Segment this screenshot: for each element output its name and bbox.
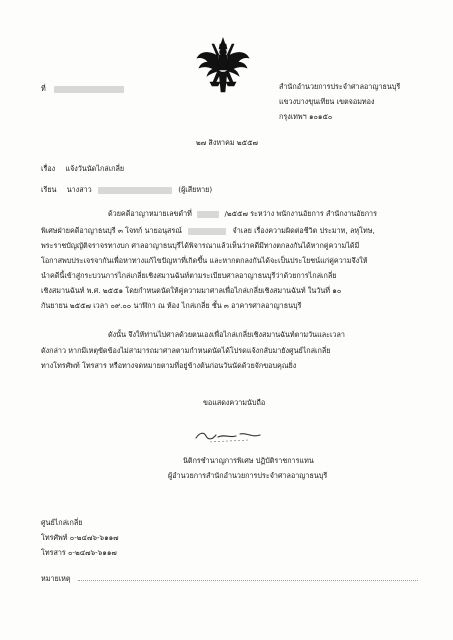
paragraph-2-line-3: ทางโทรศัพท์ โทรสาร หรือทางจดหมายตามที่อยู่ข้างต้นก่อนวันนัดด้วยจักขอบคุณยิ่ง [41, 361, 297, 370]
case-number-label: ด้วยคดีอาญาหมายเลขดำที่ [108, 209, 192, 218]
office-district: แขวงบางขุนเทียน เขตจอมทอง [279, 97, 375, 106]
contact-phone: โทรศัพท์ ๐-๒๔๗๖-๖๑๑๗ [41, 533, 119, 542]
subject-line [41, 164, 124, 174]
signer-organization: ผู้อำนวยการสำนักอำนวยการประจำศาลอาญาธนบุรี [168, 471, 328, 480]
paragraph-1-line-2 [41, 226, 375, 236]
office-city-zip: กรุงเทพฯ ๑๐๑๕๐ [279, 112, 333, 121]
charge-text: จำเลย เรื่องความผิดต่อชีวิต ประมาท, ลหุโทษ, [232, 226, 375, 235]
recipient-line [41, 185, 212, 195]
paragraph-2-line-1: ดังนั้น จึงให้ท่านไปศาลด้วยตนเองเพื่อไกล่เกลี่ยเชิงสมานฉันท์ตามวันและเวลา [108, 330, 345, 339]
mediation-center: ศูนย์ไกล่เกลี่ย [41, 518, 83, 527]
paragraph-1-line-7: กันยายน ๒๕๕๗ เวลา ๐๙.๐๐ นาฬิกา ณ ห้อง ไกล่เกลี่ย ชั้น ๓ อาคารศาลอาญาธนบุรี [41, 301, 302, 310]
paragraph-2-line-2: ดังกล่าว หากมีเหตุขัดข้องไม่สามารถมาศาลตามกำหนดนัดได้โปรดแจ้งกลับมายังศูนย์ไกล่เกลี่ย [41, 346, 331, 355]
plaintiff-defendant-text: พิเศษฝ่ายคดีอาญาธนบุรี ๓ โจทก์ นายอนุสรณ์ [41, 226, 182, 235]
garuda-emblem-icon [196, 36, 250, 94]
handwritten-signature [190, 426, 270, 446]
letter-date: ๒๗ สิงหาคม ๒๕๕๗ [196, 138, 258, 147]
office-name: สำนักอำนวยการประจำศาลอาญาธนบุรี [279, 82, 401, 91]
redacted-document-number [54, 86, 124, 93]
case-number-rest: /๒๕๕๗ ระหว่าง พนักงานอัยการ สำนักงานอัยการ [224, 209, 377, 218]
recipient-label: เรียน [41, 185, 57, 194]
redacted-defendant-surname [188, 228, 226, 235]
redacted-recipient-name [98, 187, 172, 194]
contact-fax: โทรสาร ๐-๒๔๗๖-๖๑๑๗ [41, 548, 117, 557]
closing-regards: ขอแสดงความนับถือ [203, 398, 266, 407]
document-number [41, 84, 124, 94]
paragraph-1-line-4: โอกาสพบประเจรจากันเพื่อหาทางแก้ไขปัญหาที่เกิดขึ้น และหากตกลงกันได้จะเป็นประโยชน์แก่คู่ความจึงให้ [41, 256, 368, 265]
recipient-prefix: นางสาว [66, 185, 92, 194]
document-number-label: ที่ [41, 84, 46, 93]
subject-label: เรื่อง [41, 164, 56, 173]
remark-line [78, 580, 418, 581]
paragraph-1-line-1 [108, 209, 377, 219]
recipient-suffix: (ผู้เสียหาย) [178, 185, 213, 194]
paragraph-1-line-3: พระราชบัญญัติจราจรทางบก ศาลอาญาธนบุรีได้พิจารณาแล้วเห็นว่าคดีมีทางตกลงกันได้หากคู่ความได้มี [41, 241, 360, 250]
remark-label: หมายเหตุ [41, 574, 71, 583]
paragraph-1-line-6: เชิงสมานฉันท์ พ.ศ. ๒๕๕๑ โดยกำหนดนัดให้คู่ความมาศาลเพื่อไกล่เกลี่ยเชิงสมานฉันท์ ในวันที่ ๑๐ [41, 286, 342, 295]
signer-title: นิติกรชำนาญการพิเศษ ปฏิบัติราชการแทน [183, 456, 314, 465]
subject-text: แจ้งวันนัดไกล่เกลี่ย [65, 164, 125, 173]
paragraph-1-line-5: นำคดีนี้เข้าสู่กระบวนการไกล่เกลี่ยเชิงสมานฉันท์ตามระเบียบศาลอาญาธนบุรีว่าด้วยการไกล่เกลี่ย [41, 271, 337, 280]
redacted-case-number [197, 211, 219, 218]
